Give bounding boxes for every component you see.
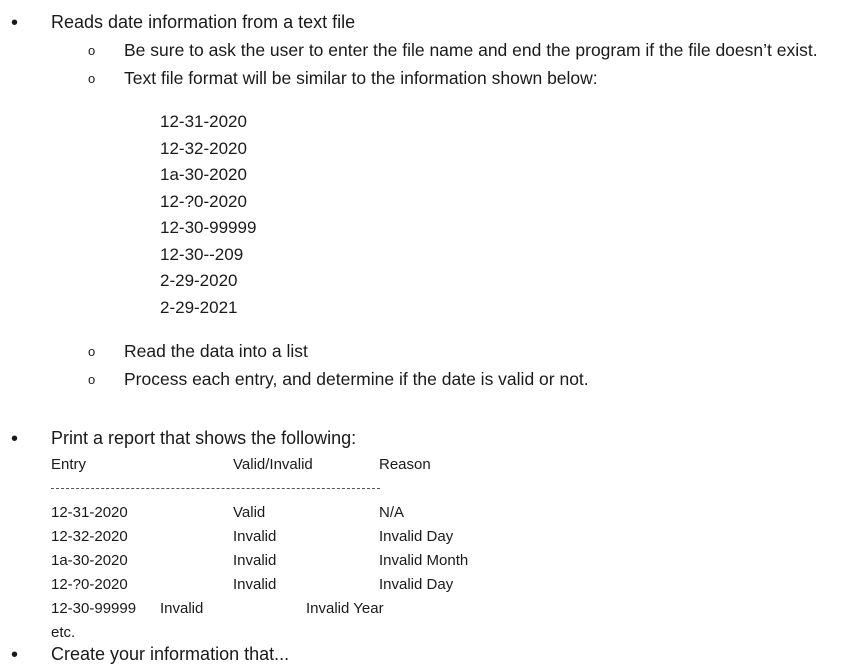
sub-item-process: Process each entry, and determine if the date is valid or not.: [124, 369, 589, 389]
bullet-2: •: [11, 428, 19, 450]
report-entry: 12-31-2020: [51, 504, 128, 521]
report-entry: 12-32-2020: [51, 528, 128, 545]
report-valid: Invalid: [233, 576, 277, 593]
report-valid: Invalid: [233, 552, 277, 569]
sub-item-filename: Be sure to ask the user to enter the file name and end the program if the file doesn’t exist.: [124, 40, 818, 60]
report-header-reason: Reason: [379, 456, 431, 473]
report-valid: Valid: [233, 504, 266, 521]
report-entry: 12-?0-2020: [51, 576, 128, 593]
sample-line: 12-32-2020: [160, 139, 247, 158]
report-valid: Invalid: [160, 600, 204, 617]
report-header-valid: Valid/Invalid: [233, 456, 313, 473]
sub-marker-3: o: [88, 344, 96, 359]
report-reason: Invalid Year: [306, 600, 384, 617]
sub-marker-4: o: [88, 372, 96, 387]
sample-line: 12-30-99999: [160, 218, 257, 237]
report-etc: etc.: [51, 624, 76, 641]
sub-marker-2: o: [88, 71, 96, 86]
sample-line: 12-31-2020: [160, 112, 247, 131]
sub-marker-1: o: [88, 43, 96, 58]
sub-item-read-list: Read the data into a list: [124, 341, 308, 361]
report-reason: Invalid Month: [379, 552, 469, 569]
report-header-entry: Entry: [51, 456, 87, 473]
sample-line: 1a-30-2020: [160, 165, 247, 184]
section1-heading: Reads date information from a text file: [51, 12, 356, 32]
section2-heading: Print a report that shows the following:: [51, 428, 357, 448]
report-reason: Invalid Day: [379, 528, 454, 545]
report-valid: Invalid: [233, 528, 277, 545]
report-separator: [51, 488, 380, 489]
sample-line: 2-29-2020: [160, 271, 238, 290]
sample-line: 2-29-2021: [160, 298, 238, 317]
report-entry: 1a-30-2020: [51, 552, 128, 569]
report-reason: N/A: [379, 504, 405, 521]
section3-cut-text: Create your information that...: [51, 644, 290, 664]
sub-item-format: Text file format will be similar to the information shown below:: [124, 68, 598, 88]
bullet-3: •: [11, 644, 19, 666]
report-entry: 12-30-99999: [51, 600, 137, 617]
bullet-1: •: [11, 12, 19, 34]
report-reason: Invalid Day: [379, 576, 454, 593]
sample-line: 12-30--209: [160, 245, 244, 264]
sample-line: 12-?0-2020: [160, 192, 247, 211]
